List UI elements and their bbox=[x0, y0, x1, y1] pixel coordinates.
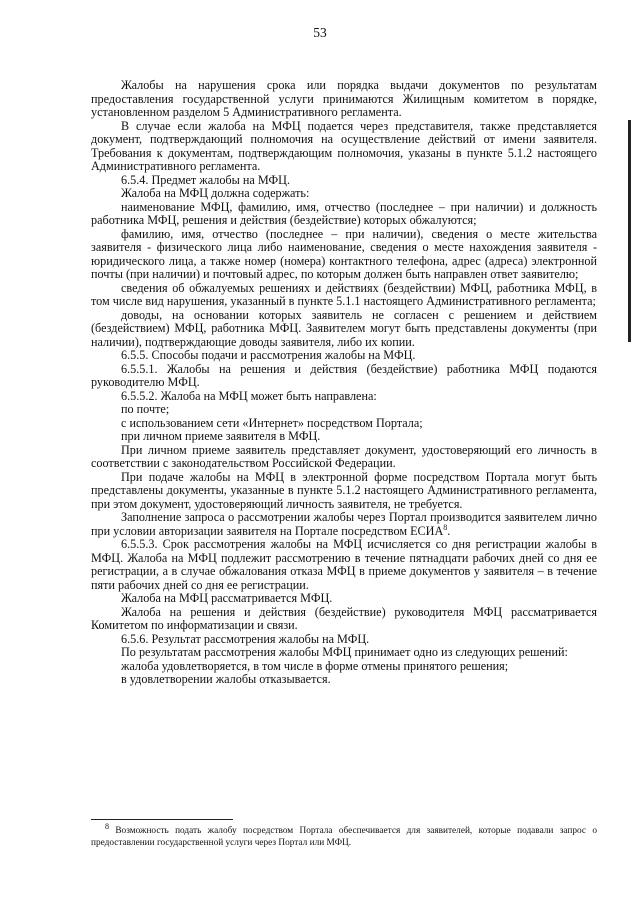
section-heading: 6.5.6. Результат рассмотрения жалобы на МФЦ. bbox=[121, 631, 370, 646]
list-item: доводы, на основании которых заявитель не согласен с решением и действием (бездействием) МФЦ, работника МФЦ. Заявителем могут быть представлены документы (при наличии), подтверждающие доводы заявителя, либо их копии. bbox=[91, 307, 597, 349]
paragraph: При личном приеме заявитель представляет документ, удостоверяющий его личность в соответствии с законодательством Российской Федерации. bbox=[91, 442, 597, 470]
footnote bbox=[91, 821, 598, 849]
list-item: по почте; bbox=[121, 402, 170, 416]
paragraph: 6.5.5.2. Жалоба на МФЦ может быть направлена: bbox=[121, 388, 377, 403]
list-item: с использованием сети «Интернет» посредством Портала; bbox=[121, 415, 423, 430]
paragraph: Жалоба на МФЦ рассматривается МФЦ. bbox=[121, 591, 333, 605]
list-item: фамилию, имя, отчество (последнее – при наличии), сведения о месте жительства заявителя - физического лица либо наименование, сведения о месте нахождения заявителя - юридического лица, а также номер (номера) контактного телефона, адрес (адреса) электронной почты (при наличии) и почтовый адрес, по которым должен быть направлен ответ заявителю; bbox=[91, 226, 597, 281]
paragraph-tail: . bbox=[447, 523, 451, 538]
paragraph-text: Заполнение запроса о рассмотрении жалобы через Портал производится заявителем лично при условии авторизации заявителя на Портале посредством ЕСИА bbox=[91, 510, 597, 538]
list-item: наименование МФЦ, фамилию, имя, отчество (последнее – при наличии) и должность работника МФЦ, решения и действия (бездействие) которых обжалуются; bbox=[91, 199, 597, 227]
footnote-number: 8 bbox=[105, 821, 109, 831]
paragraph-with-footnote bbox=[91, 511, 597, 538]
footnote-text: Возможность подать жалобу посредством Портала обеспечивается для заявителей, которые подавали запрос о предоставлении государственной услуги через Портал или МФЦ. bbox=[91, 826, 598, 848]
paragraph: Жалоба на решения и действия (бездействие) руководителя МФЦ рассматривается Комитетом по информатизации и связи. bbox=[91, 604, 597, 632]
list-item: при личном приеме заявителя в МФЦ. bbox=[121, 429, 321, 443]
list-item: сведения об обжалуемых решениях и действиях (бездействии) МФЦ, работника МФЦ, в том числе вид нарушения, указанный в пункте 5.1.1 настоящего Административного регламента; bbox=[91, 280, 597, 308]
binder-margin-mark bbox=[628, 120, 631, 342]
paragraph: По результатам рассмотрения жалобы МФЦ принимает одно из следующих решений: bbox=[121, 645, 568, 659]
paragraph: В случае если жалоба на МФЦ подается через представителя, также представляется документ, подтверждающий полномочия на осуществление действий от имени заявителя. Требования к документам, подтверждающим полномочия, указаны в пункте 5.1.2 настоящего Административного регламента. bbox=[91, 118, 597, 173]
list-item: в удовлетворении жалобы отказывается. bbox=[121, 672, 331, 686]
section-heading: 6.5.5. Способы подачи и рассмотрения жалобы на МФЦ. bbox=[121, 348, 416, 362]
paragraph: 6.5.5.3. Срок рассмотрения жалобы на МФЦ исчисляется со дня регистрации жалобы в МФЦ. Жалоба на МФЦ подлежит рассмотрению в течение пятнадцати рабочих дней со дня ее регистрации, а в случае обжалования отказа МФЦ в приеме документов у заявителя – в течение пяти рабочих дней со дня ее регистрации. bbox=[91, 537, 597, 592]
list-item: жалоба удовлетворяется, в том числе в форме отмены принятого решения; bbox=[121, 658, 509, 673]
paragraph: Жалоба на МФЦ должна содержать: bbox=[121, 186, 310, 200]
footnote-separator bbox=[91, 819, 233, 820]
paragraph: Жалобы на нарушения срока или порядка выдачи документов по результатам предоставления государственной услуги принимаются Жилищным комитетом в порядке, установленном разделом 5 Административного регламента. bbox=[91, 78, 597, 119]
paragraph: 6.5.5.1. Жалобы на решения и действия (бездействие) работника МФЦ подаются руководителю МФЦ. bbox=[91, 361, 597, 389]
paragraph: При подаче жалобы на МФЦ в электронной форме посредством Портала могут быть представлены документы, указанные в пункте 5.1.2 настоящего Административного регламента, при этом документ, удостоверяющий личность заявителя, не требуется. bbox=[91, 469, 597, 511]
footnote-reference: 8 bbox=[443, 522, 448, 532]
document-body bbox=[91, 79, 597, 687]
section-heading: 6.5.4. Предмет жалобы на МФЦ. bbox=[121, 172, 290, 187]
page-number: 53 bbox=[313, 25, 327, 40]
